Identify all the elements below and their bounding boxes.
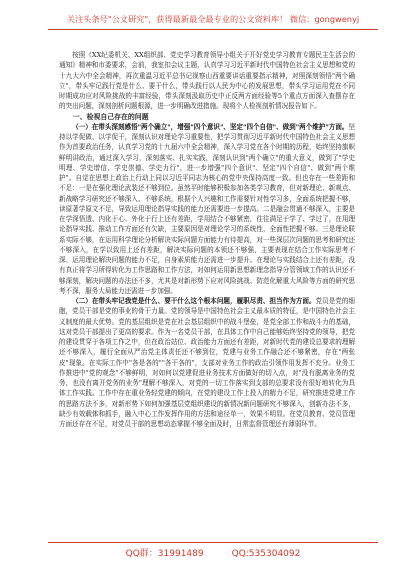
header-rule (48, 29, 378, 30)
subsection-1 (59, 122, 355, 296)
footer-rule (48, 542, 378, 543)
subsection-1-title: （一）在带头深刻感悟"两个确立"，增强"四个意识"、坚定"四个自信"、做到"两个维护"方面。 (72, 122, 349, 131)
subsection-2 (59, 296, 355, 429)
page-footer (48, 542, 378, 559)
footer-qq-group: QQ群：31991489 (125, 549, 204, 559)
subsection-2-body: 党员是党的细胞，党员干部是党的事业的骨干力量。党的领导是中国特色社会主义最本质的特征，是中国特色社会主义制度的最大优势。党的基层组织是党在社会基层组织中的战斗堡垒，是党全部工作和战斗力的基础，这对党员干部提出了更高的要求。作为一名党员干部，在具体工作中自己能够始终坚持党的领导，把党的建设贯穿于各项工作之中，但在政治站位、政治能力方面还有差距，对新时代党的建设总要求的理解还不够深入，履行全面从严治党主体责任还不够到位，党建与业务工作融合还不够紧密，存在"两张皮"现象。在实际工作中"各是各的""各干各的"，支部对业务工作的政治引领作用发挥不充分。业务工作推进中"党的观念"不够鲜明，对如何以党建促进业务技术方面做好的切入点，对"没有脱离业务的党务，也没有离开党务的业务"理解不够深入，对党的一切工作落实到支部的总要求没有很好地转化为具体工作实践。工作中存在重业务轻党建的倾向，在党的建设工作上投入的精力不足，研究推进党建工作的思路方法不多，对新形势下如何加强基层党组织建设的新情况新问题研究不够深入，创新办法不多，缺少有效载体和抓手，融入中心工作发挥作用的方法和途径单一，效果不明显。在党员教育、党员管理方面还存在不足，对党员干部的思想动态掌握不够全面及时，日常监督管理还有薄弱环节。 (59, 297, 355, 428)
section-title: 一、检视自己存在的问题 (72, 112, 149, 121)
header-text: 关注头条号"公文研究"，获得最新最全最专业的公文资料库！ 微信：gongwenyj (66, 14, 360, 24)
page-header (48, 14, 378, 30)
footer-qq: QQ:535304092 (231, 549, 301, 559)
subsection-1-body: 坚持以学促做、以学促干，深刻认识对理论学习重要性，把学习贯彻习近平新时代中国特色社会主义思想作为首要政治任务，认真学习党的十九届六中全会精神，深入学习党在各个时期的历程，始终坚持旗帜鲜明讲政治，通过深入学习，深刻落实、扎实实践，深刻认识到"两个确立"的重大意义，做到了"学史明理、学史增信、学史崇德、学史力行"，进一步增强"四个意识"、坚定"四个自信"、做到"两个维护"。自觉在思想上政治上行动上同以习近平同志为核心的党中央保持高度一致。但也存在一些差距和不足：一是在强化理论武装还不够到位。虽然平时能够积极参加各类学习教育，但对新理论、新观点、新战略学习研究还不够深入、不够系统，根据个人兴趣和工作需要针对性学习多，全面系统把握不够，读原著学原文不足，导致运用理论指导实践的能力还需要进一步提高。二是融会贯通不够深入，主要是在学深悟透、内化于心、外化于行上还有差距，学用结合不够紧密，往往满足于学了、学过了，在用理论指导实践、推动工作方面还有欠缺，主要原因是对理论学习的系统性、全面性把握不够。三是理论联系实际不够，在运用科学理论分析解决实际问题方面能力有待提高，对一些深层次问题的思考和研究还不够深入，在学以致用上还有差距，解决实际问题的本领还不够强，主要表现在结合工作实际思考不深、运用理论解决问题的能力不足，自身素质能力还需进一步提升。在理论与实践结合上还有差距，没有真正将学习所得转化为工作思路和工作方法，对如何运用新思想新理念指导分管领域工作的认识还不够深刻，解决问题的办法还不多，尤其是对新形势下应对风险挑战、防范化解重大风险等方面的研究思考不深，服务大局能力还需进一步加强。 (59, 122, 355, 295)
document-body (59, 50, 355, 429)
intro-paragraph: 按照《XX纪委机关、XX组织部、党史学习教育领导小组关于开好党史学习教育专题民主生活会的通知》精神和市委要求，会前，我室扣会议主题，认真学习习近平新时代中国特色社会主义思想和党的十九大六中全会精神，再次重温习近平总书记视察山西重要讲话重要指示精神，对照深刻领悟"两个确立"，带头牢记践行党是什么、要干什么，带头践行以人民为中心的发展思想，带头学习运用党在不同时期成功应对风险挑战的丰富经验，带头深刻汲取历史中正反两方面经验等5个重点方面深入查摆存在的突出问题，深刻剖析问题根源，进一步明确改进措施。现将个人检视剖析情况报告如下。 (59, 51, 355, 111)
subsection-2-title: （二）在带头牢记我党是什么、要干什么这个根本问题，履职尽责、担当作为方面。 (72, 297, 316, 305)
